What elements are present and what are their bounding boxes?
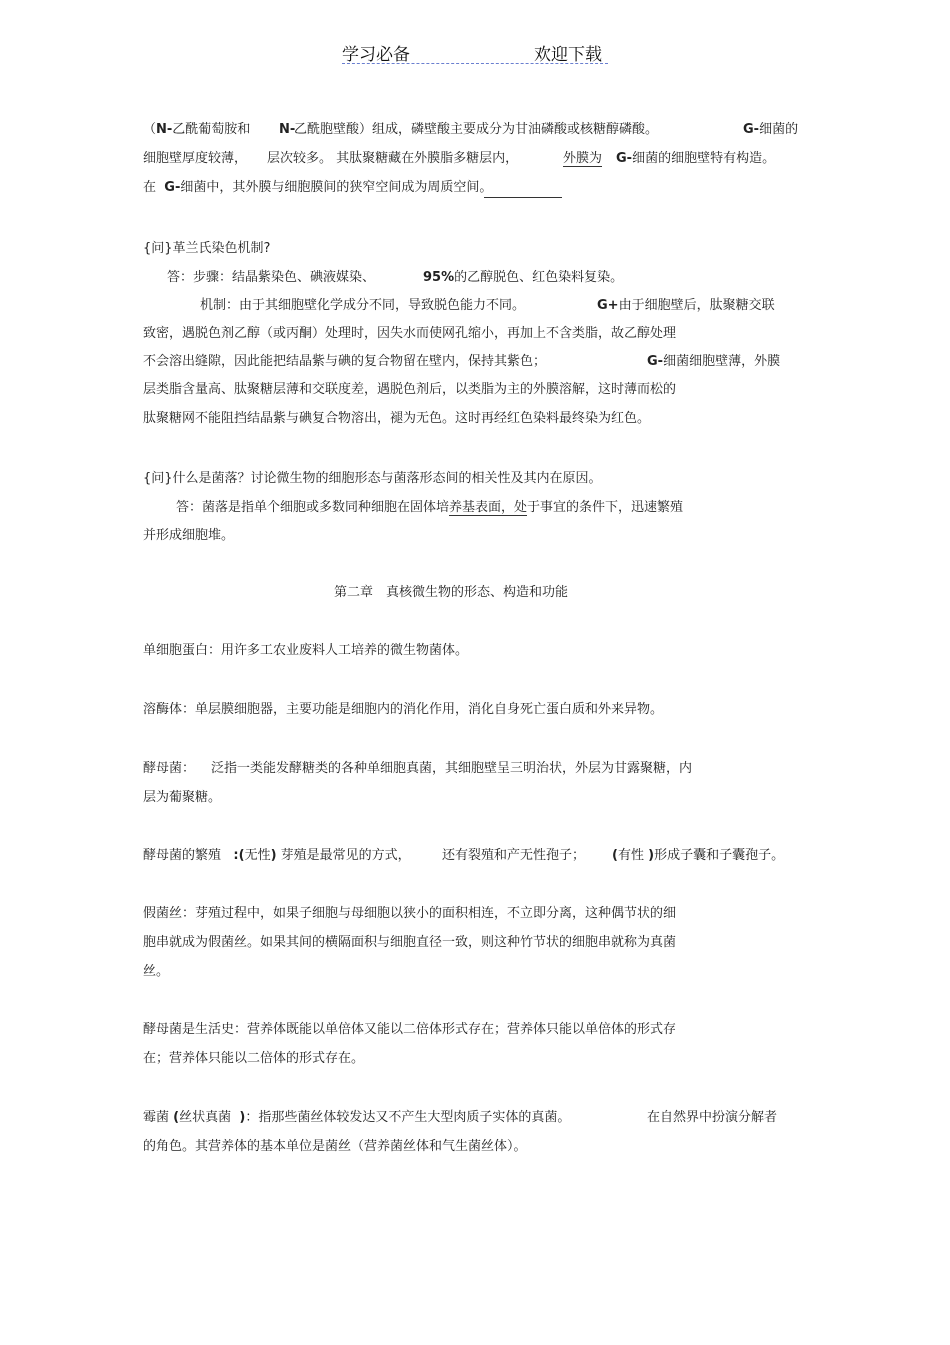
q1-mechanism-line3: 不会溶出缝隙，因此能把结晶紫与碘的复合物留在壁内，保持其紫色； <box>143 354 547 369</box>
def-mold-line1: 霉菌 (丝状真菌 )：指那些菌丝体较发达又不产生大型肉质子实体的真菌。 <box>143 1110 571 1125</box>
def-pseudohyphae-line1: 假菌丝：芽殖过程中，如果子细胞与母细胞以狭小的面积相连，不立即分离，这种偶节状的细 <box>143 906 677 921</box>
q1-mechanism-line3-b: G-细菌细胞壁薄，外膜 <box>647 354 781 369</box>
def-pseudohyphae-line3: 丝。 <box>143 964 170 979</box>
def-yeast-lifecycle-line2: 在；营养体只能以二倍体的形式存在。 <box>143 1051 365 1066</box>
header-right: 欢迎下载 <box>534 45 602 65</box>
def-pseudohyphae-line2: 胞串就成为假菌丝。如果其间的横隔面积与细胞直径一致，则这种竹节状的细胞串就称为真菌 <box>143 935 677 950</box>
q1-mechanism-line1: 机制：由于其细胞壁化学成分不同，导致脱色能力不同。 <box>200 298 526 313</box>
para1-line1-b: N- <box>279 122 296 137</box>
q2-title: {问}什么是菌落？讨论微生物的细胞形态与菌落形态间的相关性及其内在原因。 <box>143 471 602 486</box>
def-yeast-reproduction: 酵母菌的繁殖 :(无性) 芽殖是最常见的方式， <box>143 848 411 863</box>
def-yeast-reproduction-b: 还有裂殖和产无性孢子； <box>442 848 586 863</box>
q2-answer-line2: 并形成细胞堆。 <box>143 528 235 543</box>
q1-mechanism-line5: 肽聚糖网不能阻挡结晶紫与碘复合物溶出，褪为无色。这时再经红色染料最终染为红色。 <box>143 411 651 426</box>
para1-line2-d: G-细菌的细胞壁特有构造。 <box>616 151 776 166</box>
q1-mechanism-line4: 层类脂含量高、肽聚糖层薄和交联度差，遇脱色剂后，以类脂为主的外膜溶解，这时薄而松的 <box>143 382 677 397</box>
def-yeast-line1: 泛指一类能发酵糖类的各种单细胞真菌，其细胞壁呈三明治状，外层为甘露聚糖，内 <box>211 761 693 776</box>
def-mold-line1-b: 在自然界中扮演分解者 <box>647 1110 778 1125</box>
q1-title: {问}革兰氏染色机制? <box>143 241 271 256</box>
para1-line2-b: 层次较多。 其肽聚糖藏在外膜脂多糖层内， <box>267 151 519 166</box>
para1-line2: 细胞壁厚度较薄， <box>143 151 248 166</box>
q1-mechanism-line2: 致密，遇脱色剂乙醇（或丙酮）处理时，因失水而使网孔缩小，再加上不含类脂，故乙醇处理 <box>143 326 677 341</box>
def-yeast-lifecycle-line1: 酵母菌是生活史：营养体既能以单倍体又能以二倍体形式存在；营养体只能以单倍体的形式存 <box>143 1022 677 1037</box>
def-yeast-line2: 层为葡聚糖。 <box>143 790 222 805</box>
para1-line1: （N-乙酰葡萄胺和 <box>143 122 251 137</box>
def-mold-line2: 的角色。其营养体的基本单位是菌丝（营养菌丝体和气生菌丝体）。 <box>143 1139 527 1154</box>
q1-answer-steps: 答：步骤：结晶紫染色、碘液媒染、 <box>167 270 376 285</box>
header-dashed-underline <box>342 63 608 64</box>
para1-underline <box>484 197 562 198</box>
q1-mechanism-line1-b: G+由于细胞壁后，肽聚糖交联 <box>597 298 775 313</box>
def-lysosome: 溶酶体：单层膜细胞器，主要功能是细胞内的消化作用，消化自身死亡蛋白质和外来异物。 <box>143 702 664 717</box>
para1-line1-d: G-细菌的 <box>743 122 799 137</box>
chapter-title: 第二章 真核微生物的形态、构造和功能 <box>334 585 569 600</box>
def-single-cell-protein: 单细胞蛋白：用许多工农业废料人工培养的微生物菌体。 <box>143 643 469 658</box>
def-yeast-label: 酵母菌： <box>143 761 196 776</box>
def-yeast-reproduction-c: (有性 )形成子囊和子囊孢子。 <box>612 848 785 863</box>
q2-answer-line1: 答：菌落是指单个细胞或多数同种细胞在固体培养基表面，处于事宜的条件下，迅速繁殖 <box>176 500 684 515</box>
q1-answer-steps-b: 95%的乙醇脱色、红色染料复染。 <box>423 270 624 285</box>
para1-line2-c: 外膜为 <box>563 151 603 166</box>
para1-line3: 在 G-细菌中，其外膜与细胞膜间的狭窄空间成为周质空间。 <box>143 180 493 195</box>
para1-line1-c: 乙酰胞壁酸）组成，磷壁酸主要成分为甘油磷酸或核糖醇磷酸。 <box>294 122 659 137</box>
header-left: 学习必备 <box>342 45 410 65</box>
